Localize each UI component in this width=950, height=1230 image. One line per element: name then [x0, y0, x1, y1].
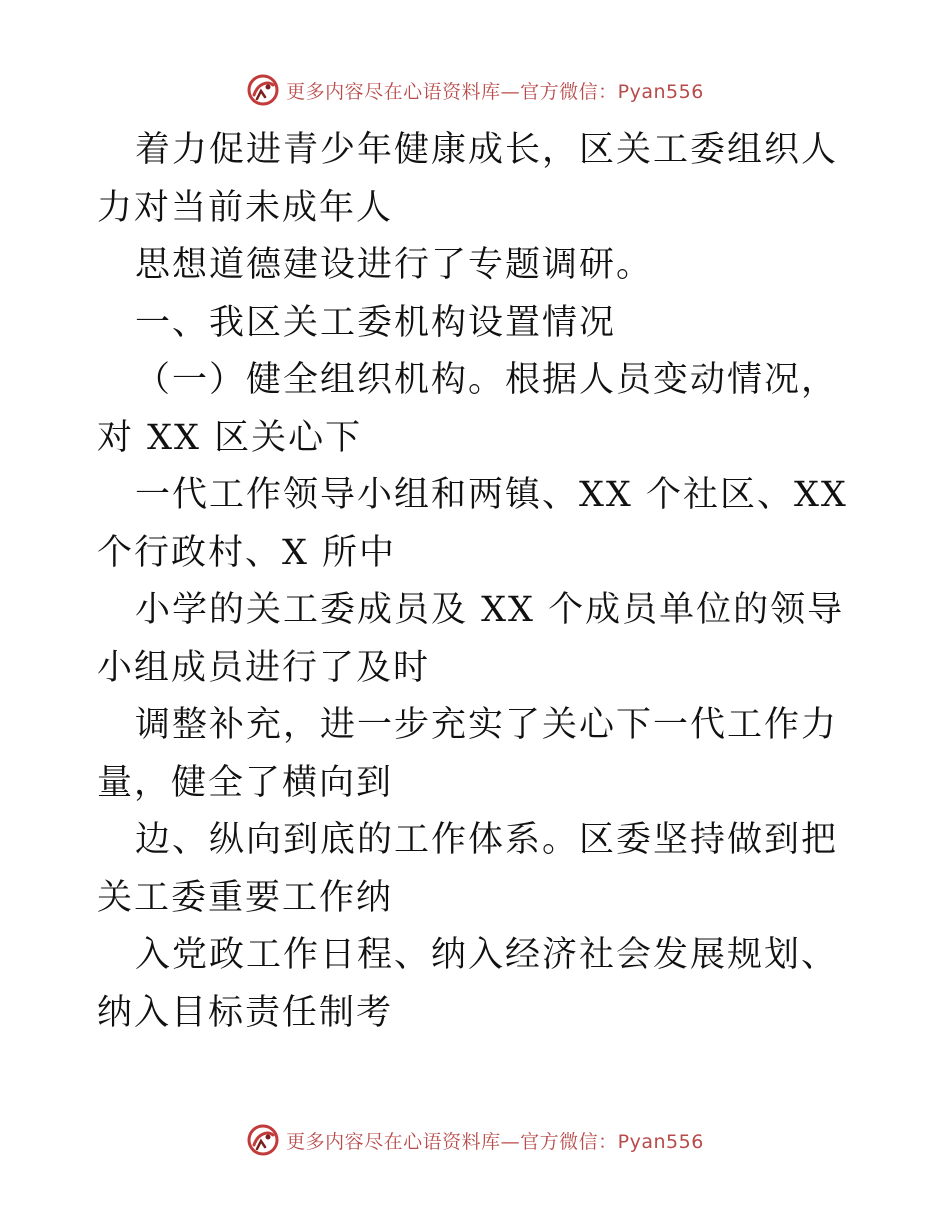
paragraph-7: 边、纵向到底的工作体系。区委坚持做到把关工委重要工作纳: [97, 820, 839, 918]
paragraph-2: 思想道德建设进行了专题调研。: [135, 245, 654, 285]
header-banner: [0, 70, 950, 110]
paragraph-1: 着力促进青少年健康成长，区关工委组织人力对当前未成年人: [97, 130, 839, 228]
footer-banner-wechat-id: Pyan556: [617, 1130, 704, 1153]
paragraph-6: 调整补充，进一步充实了关心下一代工作力量，健全了横向到: [97, 705, 839, 803]
footer-banner: [0, 1120, 950, 1160]
footer-banner-main: 更多内容尽在心语资料库—官方微信：: [286, 1130, 618, 1153]
paragraph-5: 小学的关工委成员及 XX 个成员单位的领导小组成员进行了及时: [97, 590, 845, 688]
ribbon-logo-icon: [246, 73, 280, 107]
paragraph-4: 一代工作领导小组和两镇、XX 个社区、XX 个行政村、X 所中: [97, 475, 848, 573]
document-body: [97, 122, 857, 1042]
header-banner-text: [286, 77, 704, 104]
paragraph-3: （一）健全组织机构。根据人员变动情况，对 XX 区关心下: [97, 360, 839, 458]
header-banner-inner: [246, 73, 704, 107]
section-heading-1: 一、我区关工委机构设置情况: [135, 302, 617, 343]
header-banner-wechat-id: Pyan556: [617, 80, 704, 103]
header-banner-main: 更多内容尽在心语资料库—官方微信：: [286, 80, 618, 103]
footer-banner-inner: [246, 1123, 704, 1157]
ribbon-logo-icon: [246, 1123, 280, 1157]
footer-banner-text: [286, 1127, 704, 1154]
paragraph-8: 入党政工作日程、纳入经济社会发展规划、纳入目标责任制考: [97, 935, 839, 1033]
